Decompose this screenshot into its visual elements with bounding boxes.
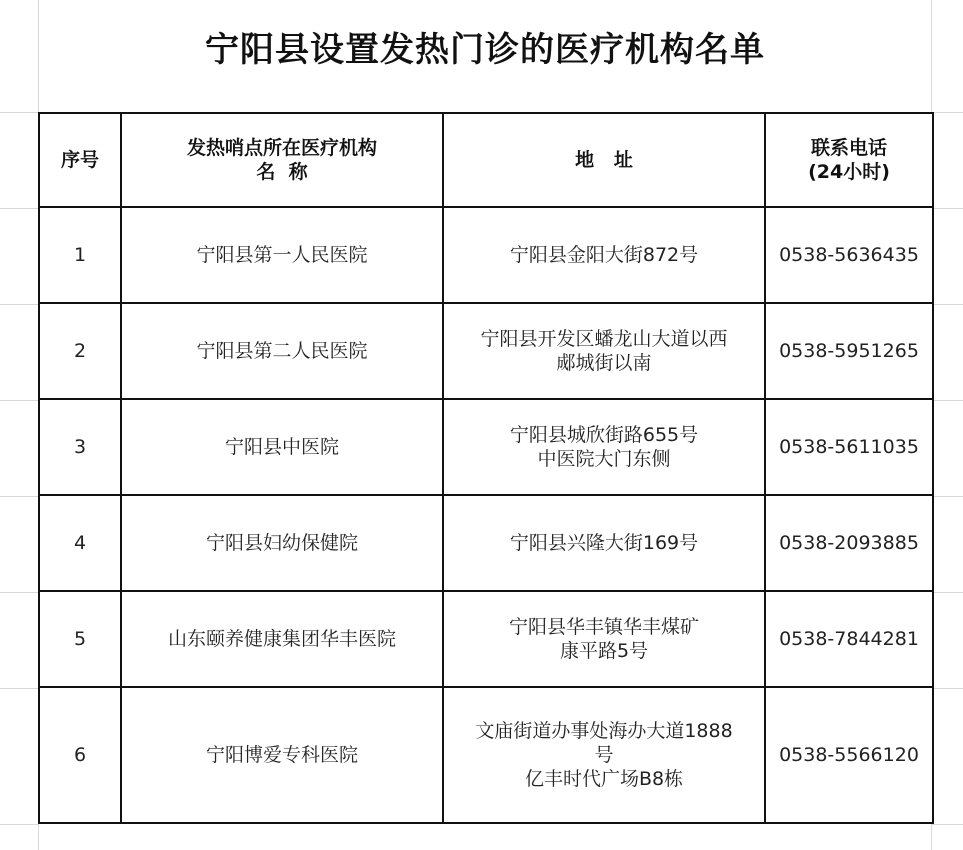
- address-line: 号: [594, 744, 614, 766]
- table-row: [39, 687, 933, 823]
- header-institution: [121, 113, 443, 207]
- header-phone: [765, 113, 933, 207]
- header-index: 序号: [39, 113, 121, 207]
- grid-line: [932, 304, 963, 305]
- address-line: 文庙街道办事处海办大道1888: [475, 720, 733, 742]
- row-phone: 0538-5566120: [765, 687, 933, 823]
- grid-line: [0, 112, 38, 113]
- address-line: 宁阳县城欣街路655号: [509, 424, 699, 446]
- address-line: 宁阳县华丰镇华丰煤矿: [508, 616, 699, 638]
- row-address: [443, 687, 765, 823]
- row-address: [443, 303, 765, 399]
- grid-line: [932, 824, 963, 825]
- institution-table: [38, 112, 934, 824]
- row-institution-name: 宁阳博爱专科医院: [121, 687, 443, 823]
- row-phone: 0538-5951265: [765, 303, 933, 399]
- row-index: 6: [39, 687, 121, 823]
- row-address: [443, 495, 765, 591]
- address-line: 亿丰时代广场B8栋: [524, 768, 684, 790]
- header-phone-line2: (24小时): [808, 161, 890, 183]
- row-index: 3: [39, 399, 121, 495]
- row-institution-name: 山东颐养健康集团华丰医院: [121, 591, 443, 687]
- page-title: 宁阳县设置发热门诊的医疗机构名单: [205, 30, 765, 70]
- row-address: [443, 207, 765, 303]
- row-phone: 0538-7844281: [765, 591, 933, 687]
- grid-line: [0, 304, 38, 305]
- grid-line: [0, 496, 38, 497]
- row-institution-name: 宁阳县妇幼保健院: [121, 495, 443, 591]
- address-line: 郕城街以南: [556, 352, 652, 374]
- grid-line: [0, 688, 38, 689]
- grid-line: [0, 208, 38, 209]
- grid-line: [0, 824, 38, 825]
- grid-line: [932, 208, 963, 209]
- table-row: [39, 207, 933, 303]
- table-row: [39, 495, 933, 591]
- address-line: 中医院大门东侧: [537, 448, 671, 470]
- table-row: [39, 399, 933, 495]
- row-phone: 0538-2093885: [765, 495, 933, 591]
- grid-line: [932, 688, 963, 689]
- row-phone: 0538-5636435: [765, 207, 933, 303]
- grid-line: [932, 112, 963, 113]
- grid-line: [0, 592, 38, 593]
- row-index: 5: [39, 591, 121, 687]
- header-institution-line1: 发热哨点所在医疗机构: [186, 137, 377, 159]
- grid-line: [932, 592, 963, 593]
- row-phone: 0538-5611035: [765, 399, 933, 495]
- header-phone-line1: 联系电话: [810, 137, 887, 159]
- row-institution-name: 宁阳县第二人民医院: [121, 303, 443, 399]
- row-address: [443, 399, 765, 495]
- table-row: [39, 591, 933, 687]
- grid-line: [932, 400, 963, 401]
- row-index: 1: [39, 207, 121, 303]
- row-index: 2: [39, 303, 121, 399]
- address-line: 宁阳县兴隆大街169号: [509, 532, 699, 554]
- table-header-row: [39, 113, 933, 207]
- table-row: [39, 303, 933, 399]
- grid-line: [932, 496, 963, 497]
- row-index: 4: [39, 495, 121, 591]
- row-address: [443, 591, 765, 687]
- address-line: 宁阳县开发区蟠龙山大道以西: [480, 328, 728, 350]
- row-institution-name: 宁阳县中医院: [121, 399, 443, 495]
- row-institution-name: 宁阳县第一人民医院: [121, 207, 443, 303]
- header-address: 地 址: [443, 113, 765, 207]
- grid-line: [0, 400, 38, 401]
- header-institution-line2: 名 称: [256, 161, 308, 183]
- address-line: 康平路5号: [559, 640, 649, 662]
- address-line: 宁阳县金阳大街872号: [509, 244, 699, 266]
